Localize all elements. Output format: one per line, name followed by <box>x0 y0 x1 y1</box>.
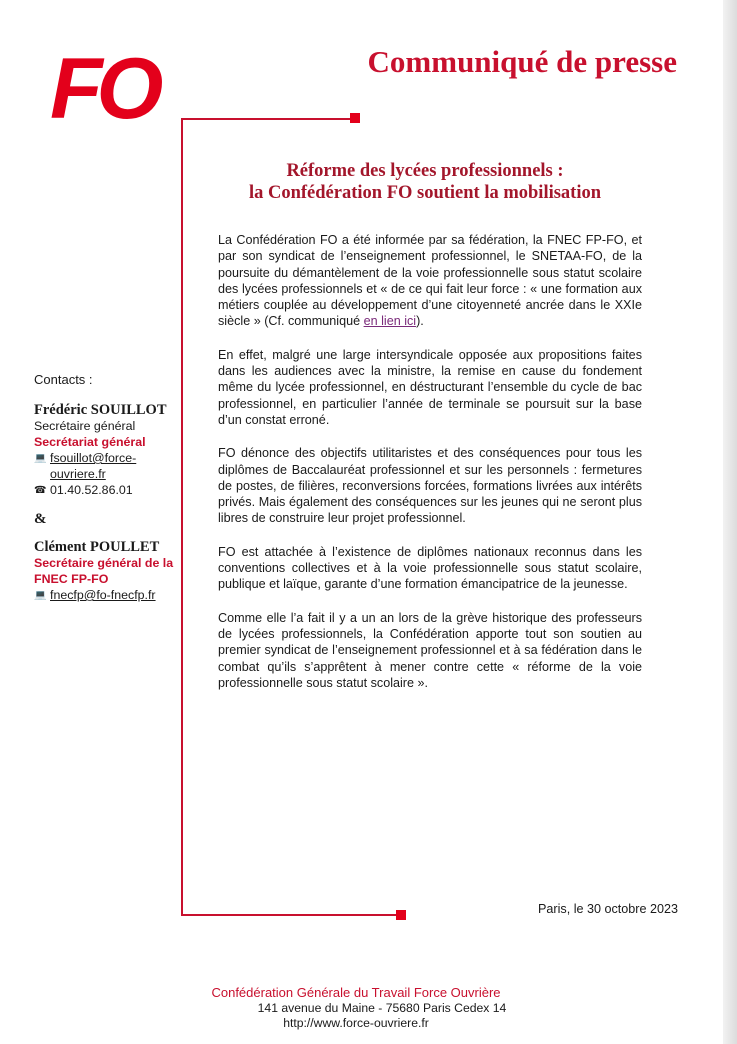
footer <box>0 985 712 1032</box>
footer-address: 141 avenue du Maine - 75680 Paris Cedex 14 <box>257 1000 507 1015</box>
laptop-icon: 💻 <box>34 453 47 464</box>
paragraph-4: FO est attachée à l’existence de diplômes nationaux reconnus dans les conventions collectives et à la voie professionnelle sous statut scolaire, publique et laïque, garante d’une formation émancipatrice de la jeunesse. <box>218 544 642 592</box>
svg-text:FO: FO <box>50 41 158 137</box>
press-release-body <box>218 232 642 708</box>
paragraph-1-end: ). <box>416 314 424 329</box>
contact-1-phone-row <box>34 482 179 499</box>
contact-1-email[interactable]: fsouillot@force-ouvriere.fr <box>50 451 137 481</box>
contacts-panel <box>34 372 179 604</box>
headline <box>200 160 650 204</box>
red-bottom-rule <box>181 914 401 916</box>
contact-1-phone: 01.40.52.86.01 <box>50 483 133 497</box>
headline-line-2: la Confédération FO soutient la mobilisation <box>248 183 602 203</box>
red-top-rule <box>181 118 355 120</box>
footer-org: Confédération Générale du Travail Force Ouvrière <box>211 985 501 1000</box>
paragraph-2: En effet, malgré une large intersyndicale opposée aux propositions faites dans les audiences avec la ministre, la remise en cause du fondement même du lycée professionnel, en déstructurant l’ensemble du cycle de bac professionnel, en particulier l’année de terminale se poursuit sur la base d’un constat erroné. <box>218 347 642 427</box>
red-square-top <box>350 113 360 123</box>
paragraph-1-text: La Confédération FO a été informée par sa fédération, la FNEC FP-FO, et par son syndicat de l’enseignement professionnel, le SNETAA-FO, de la poursuite du démantèlement de la voie professionnelle sous statut scolaire des lycées professionnels et « de ce qui fait leur force : « une formation aux métiers couplée au développement d’une citoyenneté ancrée dans le XXIe siècle » (Cf. communiqué <box>218 233 642 329</box>
contacts-label: Contacts : <box>34 372 93 387</box>
contact-2-email[interactable]: fnecfp@fo-fnecfp.fr <box>50 588 156 602</box>
page-title: Communiqué de presse <box>367 44 677 79</box>
paragraph-1 <box>218 232 642 330</box>
fo-logo <box>50 40 158 137</box>
contact-1-role: Secrétaire général <box>34 419 136 433</box>
footer-website[interactable]: http://www.force-ouvriere.fr <box>283 1016 429 1030</box>
laptop-icon: 💻 <box>34 590 47 601</box>
paragraph-5: Comme elle l’a fait il y a un an lors de la grève historique des professeurs de lycées professionnels, la Confédération apporte tout son soutien au premier syndicat de l’enseignement professionnel et à sa fédération dans le combat qu’ils s’apprêtent à mener contre cette « réforme de la voie professionnelle sous statut scolaire ». <box>218 610 642 690</box>
phone-icon: ☎ <box>34 485 47 496</box>
contact-2-name: Clément POULLET <box>34 539 160 555</box>
communique-link[interactable]: en lien ici <box>363 314 417 329</box>
contact-2-role: Secrétaire général de la FNEC FP-FO <box>34 556 174 586</box>
contact-1-email-row <box>34 450 179 482</box>
contact-1-dept: Secrétariat général <box>34 435 146 449</box>
red-square-bottom <box>396 910 406 920</box>
contact-2-email-row <box>34 587 179 604</box>
contact-1-name: Frédéric SOUILLOT <box>34 402 167 418</box>
red-vertical-rule <box>181 118 183 916</box>
page-edge <box>723 0 737 1044</box>
paragraph-3: FO dénonce des objectifs utilitaristes et des conséquences pour tous les diplômes de Baccalauréat professionnel et sur les personnels : fermetures de postes, de filières, reconversions forcées, formations livrées aux intérêts privés. Mais également des conséquences sur les jeunes qui ne seront plus libres de construire leur projet professionnel. <box>218 446 642 526</box>
contact-separator: & <box>34 511 47 527</box>
headline-line-1: Réforme des lycées professionnels : <box>286 161 564 181</box>
release-date: Paris, le 30 octobre 2023 <box>538 902 679 916</box>
